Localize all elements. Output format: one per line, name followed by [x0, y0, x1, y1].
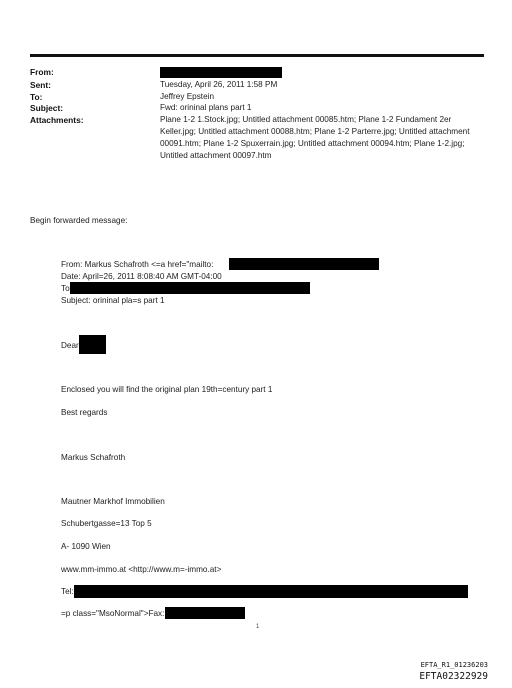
subject-label: Subject: — [30, 103, 64, 113]
page-number: 1 — [256, 624, 260, 630]
company-name: Mautner Markhof Immobilien — [61, 497, 165, 506]
website-line: www.mm-immo.at <http://www.m=-immo.at> — [61, 565, 222, 574]
to-label: To: — [30, 92, 43, 102]
fwd-to-redaction — [70, 282, 310, 294]
city-address: A- 1090 Wien — [61, 542, 111, 551]
to-value: Jeffrey Epstein — [160, 92, 215, 101]
from-label: From: — [30, 67, 54, 77]
fwd-from-redaction — [229, 258, 379, 270]
fax-redaction — [165, 607, 245, 619]
begin-forwarded: Begin forwarded message: — [30, 216, 128, 225]
fwd-date-line: Date: April=26, 2011 8:08:40 AM GMT-04:00 — [61, 272, 222, 281]
footer-id-secondary: EFTA02322929 — [419, 671, 488, 682]
message-line: Enclosed you will find the original plan 19th=century part 1 — [61, 385, 273, 394]
header-rule — [30, 54, 484, 57]
fwd-to-line: To — [61, 284, 70, 293]
fwd-subject-line: Subject: orininal pla=s part 1 — [61, 296, 165, 305]
footer-id-primary: EFTA_R1_01236203 — [420, 661, 488, 669]
fwd-from-line: From: Markus Schafroth <=a href="mailto: — [61, 260, 214, 269]
street-address: Schubertgasse=13 Top 5 — [61, 519, 152, 528]
tel-redaction — [74, 585, 468, 598]
greeting-redaction — [79, 335, 106, 354]
sent-label: Sent: — [30, 80, 51, 90]
from-redaction — [160, 67, 282, 78]
tel-line: Tel: — [61, 587, 74, 596]
fax-line: =p class="MsoNormal">Fax: — [61, 609, 165, 618]
subject-value: Fwd: orininal plans part 1 — [160, 103, 252, 112]
greeting: Dear — [61, 341, 79, 350]
sent-value: Tuesday, April 26, 2011 1:58 PM — [160, 80, 278, 89]
attachments-value: Plane 1-2 1.Stock.jpg; Untitled attachment 00085.htm; Plane 1-2 Fundament 2er Keller.jpg; Untitled attachment 00088.htm; Plane 1-2 Parterre.jpg; Untitled attachment 00091.htm; Plane 1-2 Spuxerrain.jpg; Untitled attachment 00094.htm; Plane 1-2.jpg; Untitled attachment 00097.htm — [160, 115, 470, 160]
sender-name: Markus Schafroth — [61, 453, 126, 462]
attachments-label: Attachments: — [30, 115, 84, 125]
regards-line: Best regards — [61, 408, 108, 417]
